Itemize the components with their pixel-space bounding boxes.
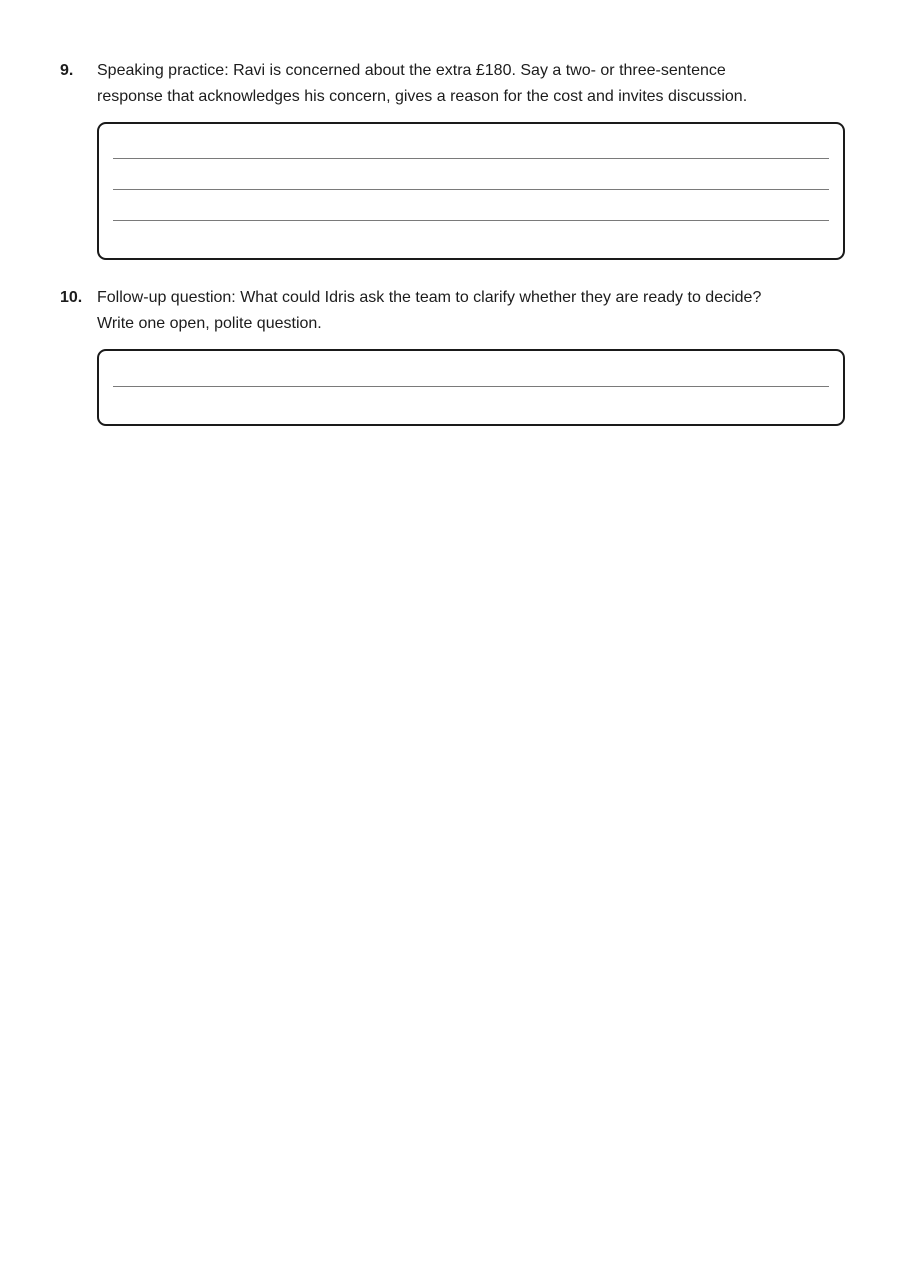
question-prompt: [97, 285, 842, 337]
question-prompt-line: Write one open, polite question.: [97, 315, 322, 332]
question-number: 9.: [60, 62, 74, 79]
question-prompt: [97, 58, 842, 110]
answer-line[interactable]: [113, 386, 829, 387]
question-prompt-line: response that acknowledges his concern, gives a reason for the cost and invites discussion.: [97, 88, 748, 105]
answer-box-9[interactable]: [97, 122, 845, 260]
question-9: [60, 58, 850, 110]
question-prompt-line: Follow-up question: What could Idris ask the team to clarify whether they are ready to decide?: [97, 289, 762, 306]
answer-line[interactable]: [113, 220, 829, 221]
answer-line[interactable]: [113, 158, 829, 159]
question-prompt-line: Speaking practice: Ravi is concerned about the extra £180. Say a two- or three-sentence: [97, 62, 726, 79]
answer-line[interactable]: [113, 189, 829, 190]
question-number: 10.: [60, 289, 83, 306]
question-10: [60, 285, 850, 337]
answer-box-10[interactable]: [97, 349, 845, 426]
